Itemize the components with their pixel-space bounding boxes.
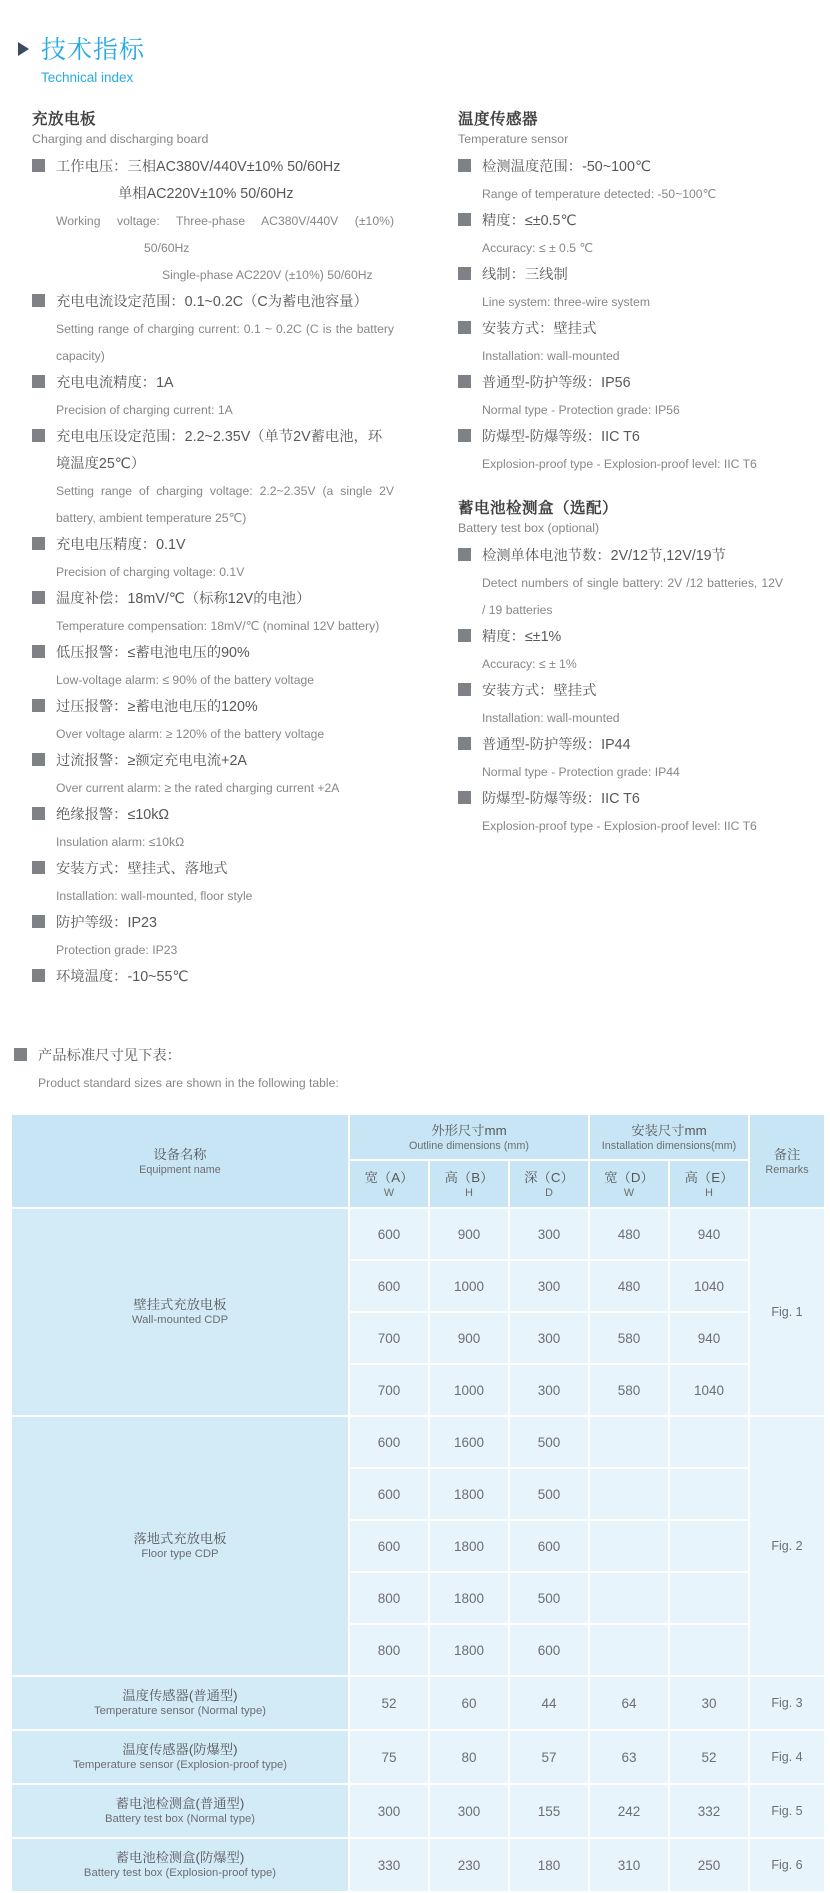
spec-line-en: Insulation alarm: ≤10kΩ [56,835,185,849]
spec-line-en: Explosion-proof type - Explosion-proof level: IIC T6 [482,819,757,833]
spec-line-zh: 充电电压设定范围：2.2~2.35V（单节2V蓄电池，环境温度25℃） [32,424,394,478]
table-row [11,1784,825,1838]
spec-line-en: Precision of charging voltage: 0.1V [56,565,245,579]
dimension-cell [669,1520,749,1572]
spec-line-en: 50/60Hz [144,241,190,255]
bullet-square-icon [458,791,471,804]
bullet-square-icon [458,213,471,226]
section-title-zh: 温度传感器 [458,111,539,128]
dimension-cell: 57 [509,1730,589,1784]
equipment-name-cell: 温度传感器(防爆型) Temperature sensor (Explosion-proof type) [11,1730,349,1784]
section-charging-board [32,107,394,991]
remark-cell: Fig. 6 [749,1838,825,1892]
remark-cell: Fig. 2 [749,1416,825,1676]
section-temperature-sensor [458,107,783,478]
spec-line-zh: 安装方式：壁挂式 [458,316,783,343]
spec-columns [32,107,830,991]
spec-list-charging-board [32,154,394,991]
spec-line-zh: 检测单体电池节数：2V/12节,12V/19节 [458,543,783,570]
section-title-en: Temperature sensor [458,132,569,146]
spec-line-zh: 精度：≤±1% [458,624,783,651]
spec-line-en: Accuracy: ≤ ± 1% [482,657,577,671]
spec-line-en: Protection grade: IP23 [56,943,178,957]
page-subtitle: Technical index [41,70,134,85]
dimension-cell [589,1520,669,1572]
bullet-square-icon [458,683,471,696]
spec-line-zh: 安装方式：壁挂式、落地式 [32,856,394,883]
right-column [458,107,783,991]
dimension-cell: 75 [349,1730,429,1784]
dimension-cell [589,1416,669,1468]
bullet-square-icon [32,375,45,388]
bullet-square-icon [32,915,45,928]
dimension-cell [669,1468,749,1520]
dimension-cell: 500 [509,1416,589,1468]
dimension-cell: 44 [509,1676,589,1730]
bullet-square-icon [458,548,471,561]
spec-line-en: Single-phase AC220V (±10%) 50/60Hz [162,268,373,282]
dimension-cell: 64 [589,1676,669,1730]
dimension-cell [669,1416,749,1468]
equipment-name-cell: 蓄电池检测盒(普通型) Battery test box (Normal type) [11,1784,349,1838]
bullet-square-icon [32,699,45,712]
spec-line-zh: 温度补偿：18mV/℃（标称12V的电池） [32,586,394,613]
dimension-cell: 332 [669,1784,749,1838]
note-line-zh: 产品标准尺寸见下表： [14,1043,830,1070]
bullet-square-icon [32,159,45,172]
spec-line-en: Line system: three-wire system [482,295,650,309]
dimension-cell: 940 [669,1208,749,1260]
dimension-cell: 1000 [429,1260,509,1312]
table-subheader-cell: 高（E） H [669,1160,749,1208]
page-header [0,0,830,85]
section-title-zh: 蓄电池检测盒（选配） [458,500,619,517]
section-battery-test-box [458,496,783,840]
equipment-name-cell: 蓄电池检测盒(防爆型) Battery test box (Explosion-proof type) [11,1838,349,1892]
table-row [11,1676,825,1730]
spec-line-en: Over current alarm: ≥ the rated charging current +2A [56,781,340,795]
section-arrow-icon [18,42,29,56]
dimension-cell: 30 [669,1676,749,1730]
bullet-square-icon [458,321,471,334]
dimension-cell [589,1468,669,1520]
dimension-cell: 1600 [429,1416,509,1468]
bullet-square-icon [458,267,471,280]
page-title: 技术指标 [41,36,146,64]
dimension-cell: 230 [429,1838,509,1892]
spec-line-zh: 低压报警：≤蓄电池电压的90% [32,640,394,667]
equipment-name-cell: 落地式充放电板 Floor type CDP [11,1416,349,1676]
dimension-cell: 80 [429,1730,509,1784]
dimension-cell: 500 [509,1468,589,1520]
dimension-cell: 60 [429,1676,509,1730]
spec-line-zh: 防护等级：IP23 [32,910,394,937]
bullet-square-icon [14,1048,27,1061]
spec-line-zh: 充电电流设定范围：0.1~0.2C（C为蓄电池容量） [32,289,394,316]
spec-list-battery-test-box [458,543,783,840]
spec-line-zh: 防爆型-防爆等级：IIC T6 [458,424,783,451]
dimension-cell: 800 [349,1624,429,1676]
remark-cell: Fig. 5 [749,1784,825,1838]
spec-line-zh: 充电电流精度：1A [32,370,394,397]
table-header-installation-dimensions: 安装尺寸mm Installation dimensions(mm) [589,1114,749,1160]
dimension-cell: 580 [589,1364,669,1416]
spec-line-en: Installation: wall-mounted [482,349,620,363]
dimension-cell [589,1572,669,1624]
bullet-square-icon [458,375,471,388]
spec-line-en: Installation: wall-mounted [482,711,620,725]
spec-line-en: Range of temperature detected: -50~100℃ [482,187,717,201]
spec-line-en: Low-voltage alarm: ≤ 90% of the battery voltage [56,673,315,687]
dimension-cell [669,1624,749,1676]
table-header-remarks: 备注 Remarks [749,1114,825,1208]
dimension-cell: 1800 [429,1520,509,1572]
spec-list-temperature-sensor [458,154,783,478]
spec-line-en: Precision of charging current: 1A [56,403,233,417]
dimension-cell: 180 [509,1838,589,1892]
bullet-square-icon [458,159,471,172]
spec-line-zh: 检测温度范围：-50~100℃ [458,154,783,181]
dimension-cell [589,1624,669,1676]
spec-line-zh: 绝缘报警：≤10kΩ [32,802,394,829]
dimension-cell: 900 [429,1208,509,1260]
dimension-cell: 52 [669,1730,749,1784]
dimension-cell: 480 [589,1208,669,1260]
spec-line-zh: 过压报警：≥蓄电池电压的120% [32,694,394,721]
dimension-cell: 600 [349,1208,429,1260]
bullet-square-icon [32,645,45,658]
equipment-name-cell: 温度传感器(普通型) Temperature sensor (Normal type) [11,1676,349,1730]
spec-line-zh: 普通型-防护等级：IP44 [458,732,783,759]
spec-line-zh: 线制：三线制 [458,262,783,289]
dimension-cell: 700 [349,1364,429,1416]
spec-line-zh: 过流报警：≥额定充电电流+2A [32,748,394,775]
dimension-cell: 300 [509,1364,589,1416]
bullet-square-icon [32,537,45,550]
dimension-cell: 1800 [429,1468,509,1520]
bullet-square-icon [32,969,45,982]
dimension-cell: 300 [509,1208,589,1260]
dimension-cell: 1000 [429,1364,509,1416]
spec-line-en: Normal type - Protection grade: IP56 [482,403,680,417]
dimension-cell: 700 [349,1312,429,1364]
bullet-square-icon [458,429,471,442]
dimension-cell: 155 [509,1784,589,1838]
table-subheader-cell: 高（B） H [429,1160,509,1208]
dimension-cell: 310 [589,1838,669,1892]
spec-line-en: Normal type - Protection grade: IP44 [482,765,680,779]
spec-line-zh: 普通型-防护等级：IP56 [458,370,783,397]
bullet-square-icon [32,753,45,766]
dimension-cell: 1800 [429,1572,509,1624]
size-table [10,1113,826,1893]
bullet-square-icon [32,429,45,442]
bullet-square-icon [32,807,45,820]
size-table-body [11,1208,825,1892]
spec-line-zh: 充电电压精度：0.1V [32,532,394,559]
bullet-square-icon [458,737,471,750]
dimension-cell [669,1572,749,1624]
remark-cell: Fig. 3 [749,1676,825,1730]
dimension-cell: 63 [589,1730,669,1784]
dimension-cell: 300 [429,1784,509,1838]
dimension-cell: 250 [669,1838,749,1892]
spec-line-en: Setting range of charging current: 0.1 ~ 0.2C (C is the battery capacity) [56,322,394,363]
dimension-cell: 940 [669,1312,749,1364]
table-row [11,1730,825,1784]
spec-line-en: Setting range of charging voltage: 2.2~2.35V (a single 2V battery, ambient temperature 25℃) [56,484,394,525]
note-line-en: Product standard sizes are shown in the following table: [38,1076,339,1090]
remark-cell: Fig. 1 [749,1208,825,1416]
spec-line-zh: 单相AC220V±10% 50/60Hz [118,186,294,202]
spec-line-en: Temperature compensation: 18mV/℃ (nominal 12V battery) [56,619,380,633]
dimension-cell: 1040 [669,1260,749,1312]
dimension-cell: 600 [349,1260,429,1312]
table-header-equipment: 设备名称 Equipment name [11,1114,349,1208]
dimension-cell: 800 [349,1572,429,1624]
dimension-cell: 300 [349,1784,429,1838]
dimension-cell: 300 [509,1260,589,1312]
dimension-cell: 242 [589,1784,669,1838]
table-subheader-cell: 宽（D） W [589,1160,669,1208]
dimension-cell: 600 [349,1520,429,1572]
table-header-outline-dimensions: 外形尺寸mm Outline dimensions (mm) [349,1114,589,1160]
dimension-cell: 480 [589,1260,669,1312]
table-subheader-cell: 宽（A） W [349,1160,429,1208]
dimension-cell: 600 [509,1624,589,1676]
table-row [11,1208,825,1260]
spec-line-en: Working voltage: Three-phase AC380V/440V (±10%) [56,214,394,228]
dimension-cell: 580 [589,1312,669,1364]
bullet-square-icon [32,861,45,874]
spec-line-zh: 安装方式：壁挂式 [458,678,783,705]
spec-line-zh: 工作电压：三相AC380V/440V±10% 50/60Hz [32,154,394,181]
bullet-square-icon [32,294,45,307]
dimension-cell: 500 [509,1572,589,1624]
dimension-cell: 600 [509,1520,589,1572]
dimension-cell: 1800 [429,1624,509,1676]
section-title-en: Battery test box (optional) [458,521,600,535]
spec-line-en: Explosion-proof type - Explosion-proof level: IIC T6 [482,457,757,471]
table-row [11,1416,825,1468]
remark-cell: Fig. 4 [749,1730,825,1784]
dimension-cell: 600 [349,1468,429,1520]
spec-line-zh: 防爆型-防爆等级：IIC T6 [458,786,783,813]
dimension-cell: 900 [429,1312,509,1364]
section-title-zh: 充放电板 [32,111,97,128]
size-table-header [11,1114,825,1208]
dimension-cell: 600 [349,1416,429,1468]
table-subheader-cell: 深（C） D [509,1160,589,1208]
spec-line-en: Detect numbers of single battery: 2V /12 batteries, 12V / 19 batteries [482,576,783,617]
bullet-square-icon [32,591,45,604]
spec-line-zh: 精度：≤±0.5℃ [458,208,783,235]
section-title-en: Charging and discharging board [32,132,209,146]
spec-line-en: Installation: wall-mounted, floor style [56,889,253,903]
spec-line-en: Over voltage alarm: ≥ 120% of the battery voltage [56,727,325,741]
dimension-cell: 52 [349,1676,429,1730]
table-row [11,1838,825,1892]
bullet-square-icon [458,629,471,642]
dimension-cell: 300 [509,1312,589,1364]
equipment-name-cell: 壁挂式充放电板 Wall-mounted CDP [11,1208,349,1416]
dimension-cell: 330 [349,1838,429,1892]
table-note [14,1043,830,1097]
dimension-cell: 1040 [669,1364,749,1416]
spec-line-en: Accuracy: ≤ ± 0.5 ℃ [482,241,594,255]
spec-line-zh: 环境温度：-10~55℃ [32,964,394,991]
